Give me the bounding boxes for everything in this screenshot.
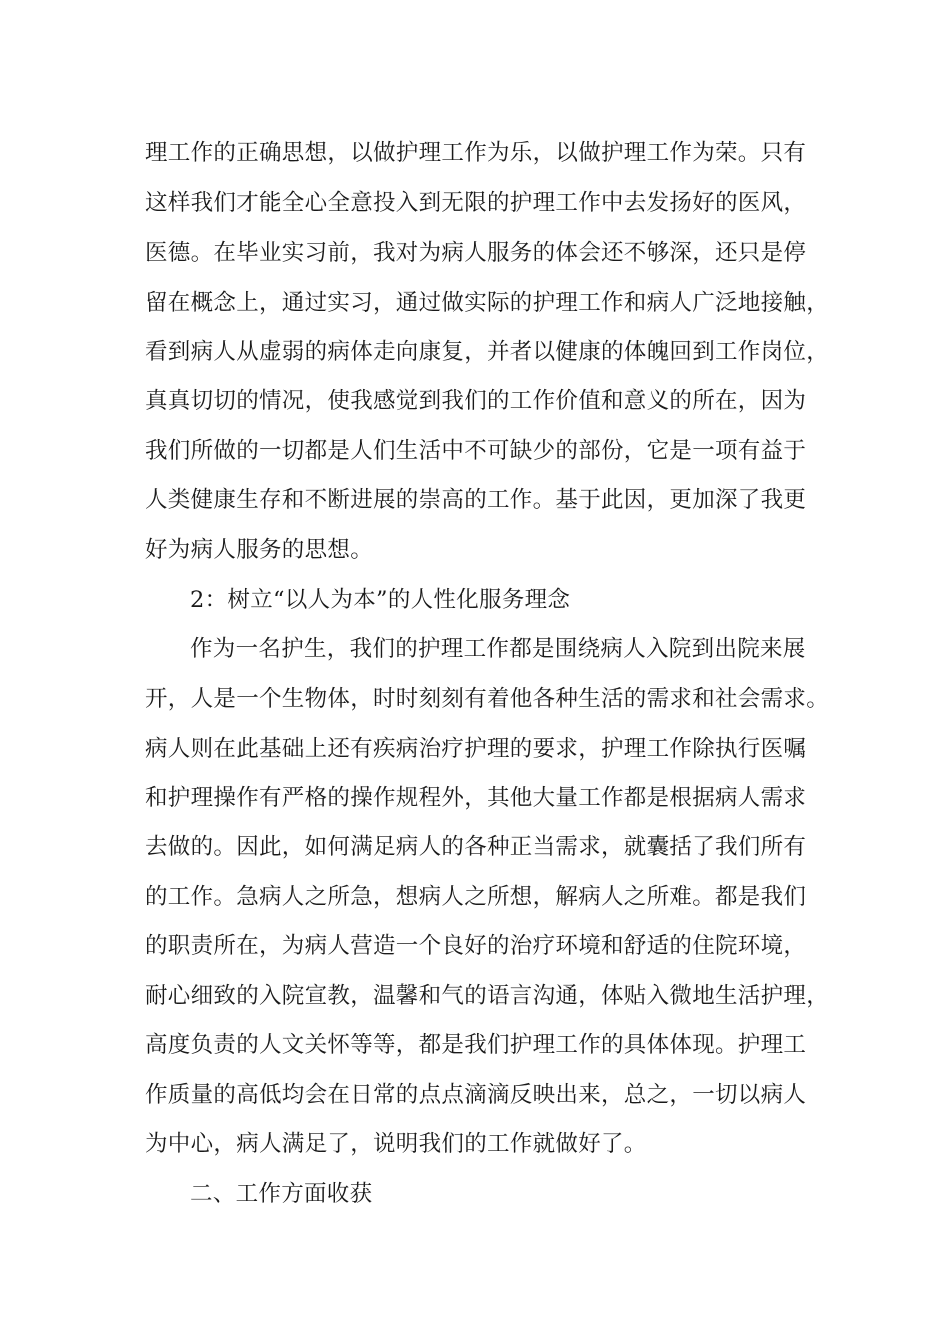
paragraph-line: 的工作。急病人之所急，想病人之所想，解病人之所难。都是我们 — [145, 884, 807, 910]
paragraph-line: 医德。在毕业实习前，我对为病人服务的体会还不够深，还只是停 — [145, 240, 807, 266]
paragraph-line: 的职责所在，为病人营造一个良好的治疗环境和舒适的住院环境， — [145, 933, 807, 959]
paragraph-line: 好为病人服务的思想。 — [145, 537, 374, 563]
paragraph-line: 去做的。因此，如何满足病人的各种正当需求，就囊括了我们所有 — [145, 834, 807, 860]
paragraph-line: 这样我们才能全心全意投入到无限的护理工作中去发扬好的医风， — [145, 190, 807, 216]
paragraph-line: 作为一名护生，我们的护理工作都是围绕病人入院到出院来展 — [190, 636, 806, 662]
paragraph-line: 理工作的正确思想，以做护理工作为乐，以做护理工作为荣。只有 — [145, 140, 807, 166]
paragraph-line: 真真切切的情况，使我感觉到我们的工作价值和意义的所在，因为 — [145, 388, 807, 414]
paragraph-line: 病人则在此基础上还有疾病治疗护理的要求，护理工作除执行医嘱 — [145, 736, 807, 762]
paragraph-line: 人类健康生存和不断进展的崇高的工作。基于此因，更加深了我更 — [145, 487, 807, 513]
paragraph-line: 留在概念上，通过实习，通过做实际的护理工作和病人广泛地接触， — [145, 290, 830, 316]
paragraph-line: 为中心，病人满足了，说明我们的工作就做好了。 — [145, 1131, 647, 1157]
paragraph-line: 开，人是一个生物体，时时刻刻有着他各种生活的需求和社会需求。 — [145, 686, 830, 712]
paragraph-line: 高度负责的人文关怀等等，都是我们护理工作的具体体现。护理工 — [145, 1032, 807, 1058]
paragraph-line: 耐心细致的入院宣教，温馨和气的语言沟通，体贴入微地生活护理， — [145, 983, 830, 1009]
paragraph-line: 作质量的高低均会在日常的点点滴滴反映出来，总之，一切以病人 — [145, 1082, 807, 1108]
paragraph-line: 看到病人从虚弱的病体走向康复，并者以健康的体魄回到工作岗位， — [145, 339, 830, 365]
section-heading: 二、工作方面收获 — [190, 1181, 373, 1207]
section-heading: 2：树立“以人为本”的人性化服务理念 — [190, 587, 571, 613]
paragraph-line: 我们所做的一切都是人们生活中不可缺少的部份，它是一项有益于 — [145, 438, 807, 464]
paragraph-line: 和护理操作有严格的操作规程外，其他大量工作都是根据病人需求 — [145, 785, 807, 811]
